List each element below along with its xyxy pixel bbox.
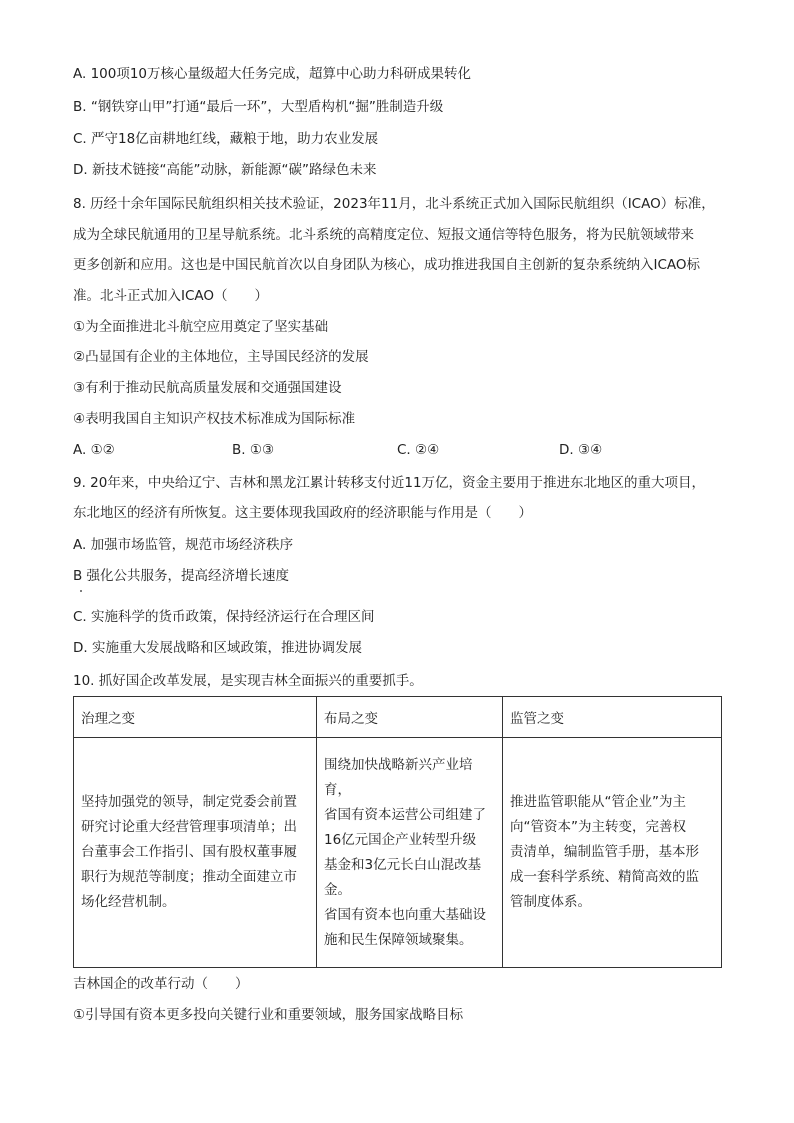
- q10-stem: 10. 抓好国企改革发展，是实现吉林全面振兴的重要抓手。: [73, 673, 423, 689]
- q9-option-b: B 强化公共服务，提高经济增长速度: [73, 568, 290, 584]
- q8-statement-1: ①为全面推进北斗航空应用奠定了坚实基础: [73, 319, 329, 335]
- q7-option-d: D. 新技术链接“高能”动脉，新能源“碳”路绿色未来: [73, 162, 377, 178]
- q9-option-c: C. 实施科学的货币政策，保持经济运行在合理区间: [73, 609, 375, 625]
- q9-option-a: A. 加强市场监管，规范市场经济秩序: [73, 537, 294, 553]
- q7-option-a: A. 100项10万核心量级超大任务完成，超算中心助力科研成果转化: [73, 66, 472, 82]
- q7-option-b: B. “钢铁穿山甲”打通“最后一环”，大型盾构机“掘”胜制造升级: [73, 99, 444, 115]
- reform-table: [73, 696, 722, 968]
- q8-choices: [73, 440, 733, 460]
- q7-option-c: C. 严守18亿亩耕地红线，藏粮于地，助力农业发展: [73, 131, 379, 147]
- table-cell-layout: 围绕加快战略新兴产业培育， 省国有资本运营公司组建了 16亿元国企产业转型升级 基金和3亿元长白山混改基 金。 省国有资本也向重大基础设 施和民生保障领域聚集。: [317, 738, 503, 968]
- table-header-row: [74, 697, 722, 738]
- q8-choice-b: B. ①③: [232, 442, 275, 458]
- table-header-governance: 治理之变: [74, 697, 317, 738]
- table-row: [74, 738, 722, 968]
- q9-stem-line-2: 东北地区的经济有所恢复。这主要体现我国政府的经济职能与作用是（ ）: [73, 505, 532, 521]
- stray-dot: [80, 590, 82, 592]
- table-cell-supervision: 推进监管职能从“管企业”为主 向“管资本”为主转变，完善权 责清单，编制监管手册，基本形 成一套科学系统、精简高效的监 管制度体系。: [503, 738, 722, 968]
- q8-choice-d: D. ③④: [559, 442, 603, 458]
- q8-choice-a: A. ①②: [73, 442, 115, 458]
- q8-statement-4: ④表明我国自主知识产权技术标准成为国际标准: [73, 411, 356, 427]
- q9-stem-line-1: 9. 20年来，中央给辽宁、吉林和黑龙江累计转移支付近11万亿，资金主要用于推进东北地区的重大项目，: [73, 475, 706, 491]
- q9-option-d: D. 实施重大发展战略和区域政策，推进协调发展: [73, 640, 362, 656]
- q8-stem-line-3: 更多创新和应用。这也是中国民航首次以自身团队为核心，成功推进我国自主创新的复杂系统纳入ICAO标: [73, 257, 701, 273]
- q8-stem-line-1: 8. 历经十余年国际民航组织相关技术验证，2023年11月，北斗系统正式加入国际民航组织（ICAO）标准，: [73, 196, 715, 212]
- q8-statement-3: ③有利于推动民航高质量发展和交通强国建设: [73, 380, 342, 396]
- table-cell-governance: 坚持加强党的领导，制定党委会前置 研究讨论重大经营管理事项清单；出 台董事会工作指引、国有股权董事履 职行为规范等制度；推动全面建立市 场化经营机制。: [74, 738, 317, 968]
- table-header-layout: 布局之变: [317, 697, 503, 738]
- q10-question: 吉林国企的改革行动（ ）: [73, 976, 249, 992]
- table-header-supervision: 监管之变: [503, 697, 722, 738]
- q8-statement-2: ②凸显国有企业的主体地位，主导国民经济的发展: [73, 349, 369, 365]
- q8-choice-c: C. ②④: [397, 442, 440, 458]
- q8-stem-line-4: 准。北斗正式加入ICAO（ ）: [73, 288, 269, 304]
- q10-statement-1: ①引导国有资本更多投向关键行业和重要领域，服务国家战略目标: [73, 1007, 464, 1023]
- q8-stem-line-2: 成为全球民航通用的卫星导航系统。北斗系统的高精度定位、短报文通信等特色服务，将为民航领域带来: [73, 227, 694, 243]
